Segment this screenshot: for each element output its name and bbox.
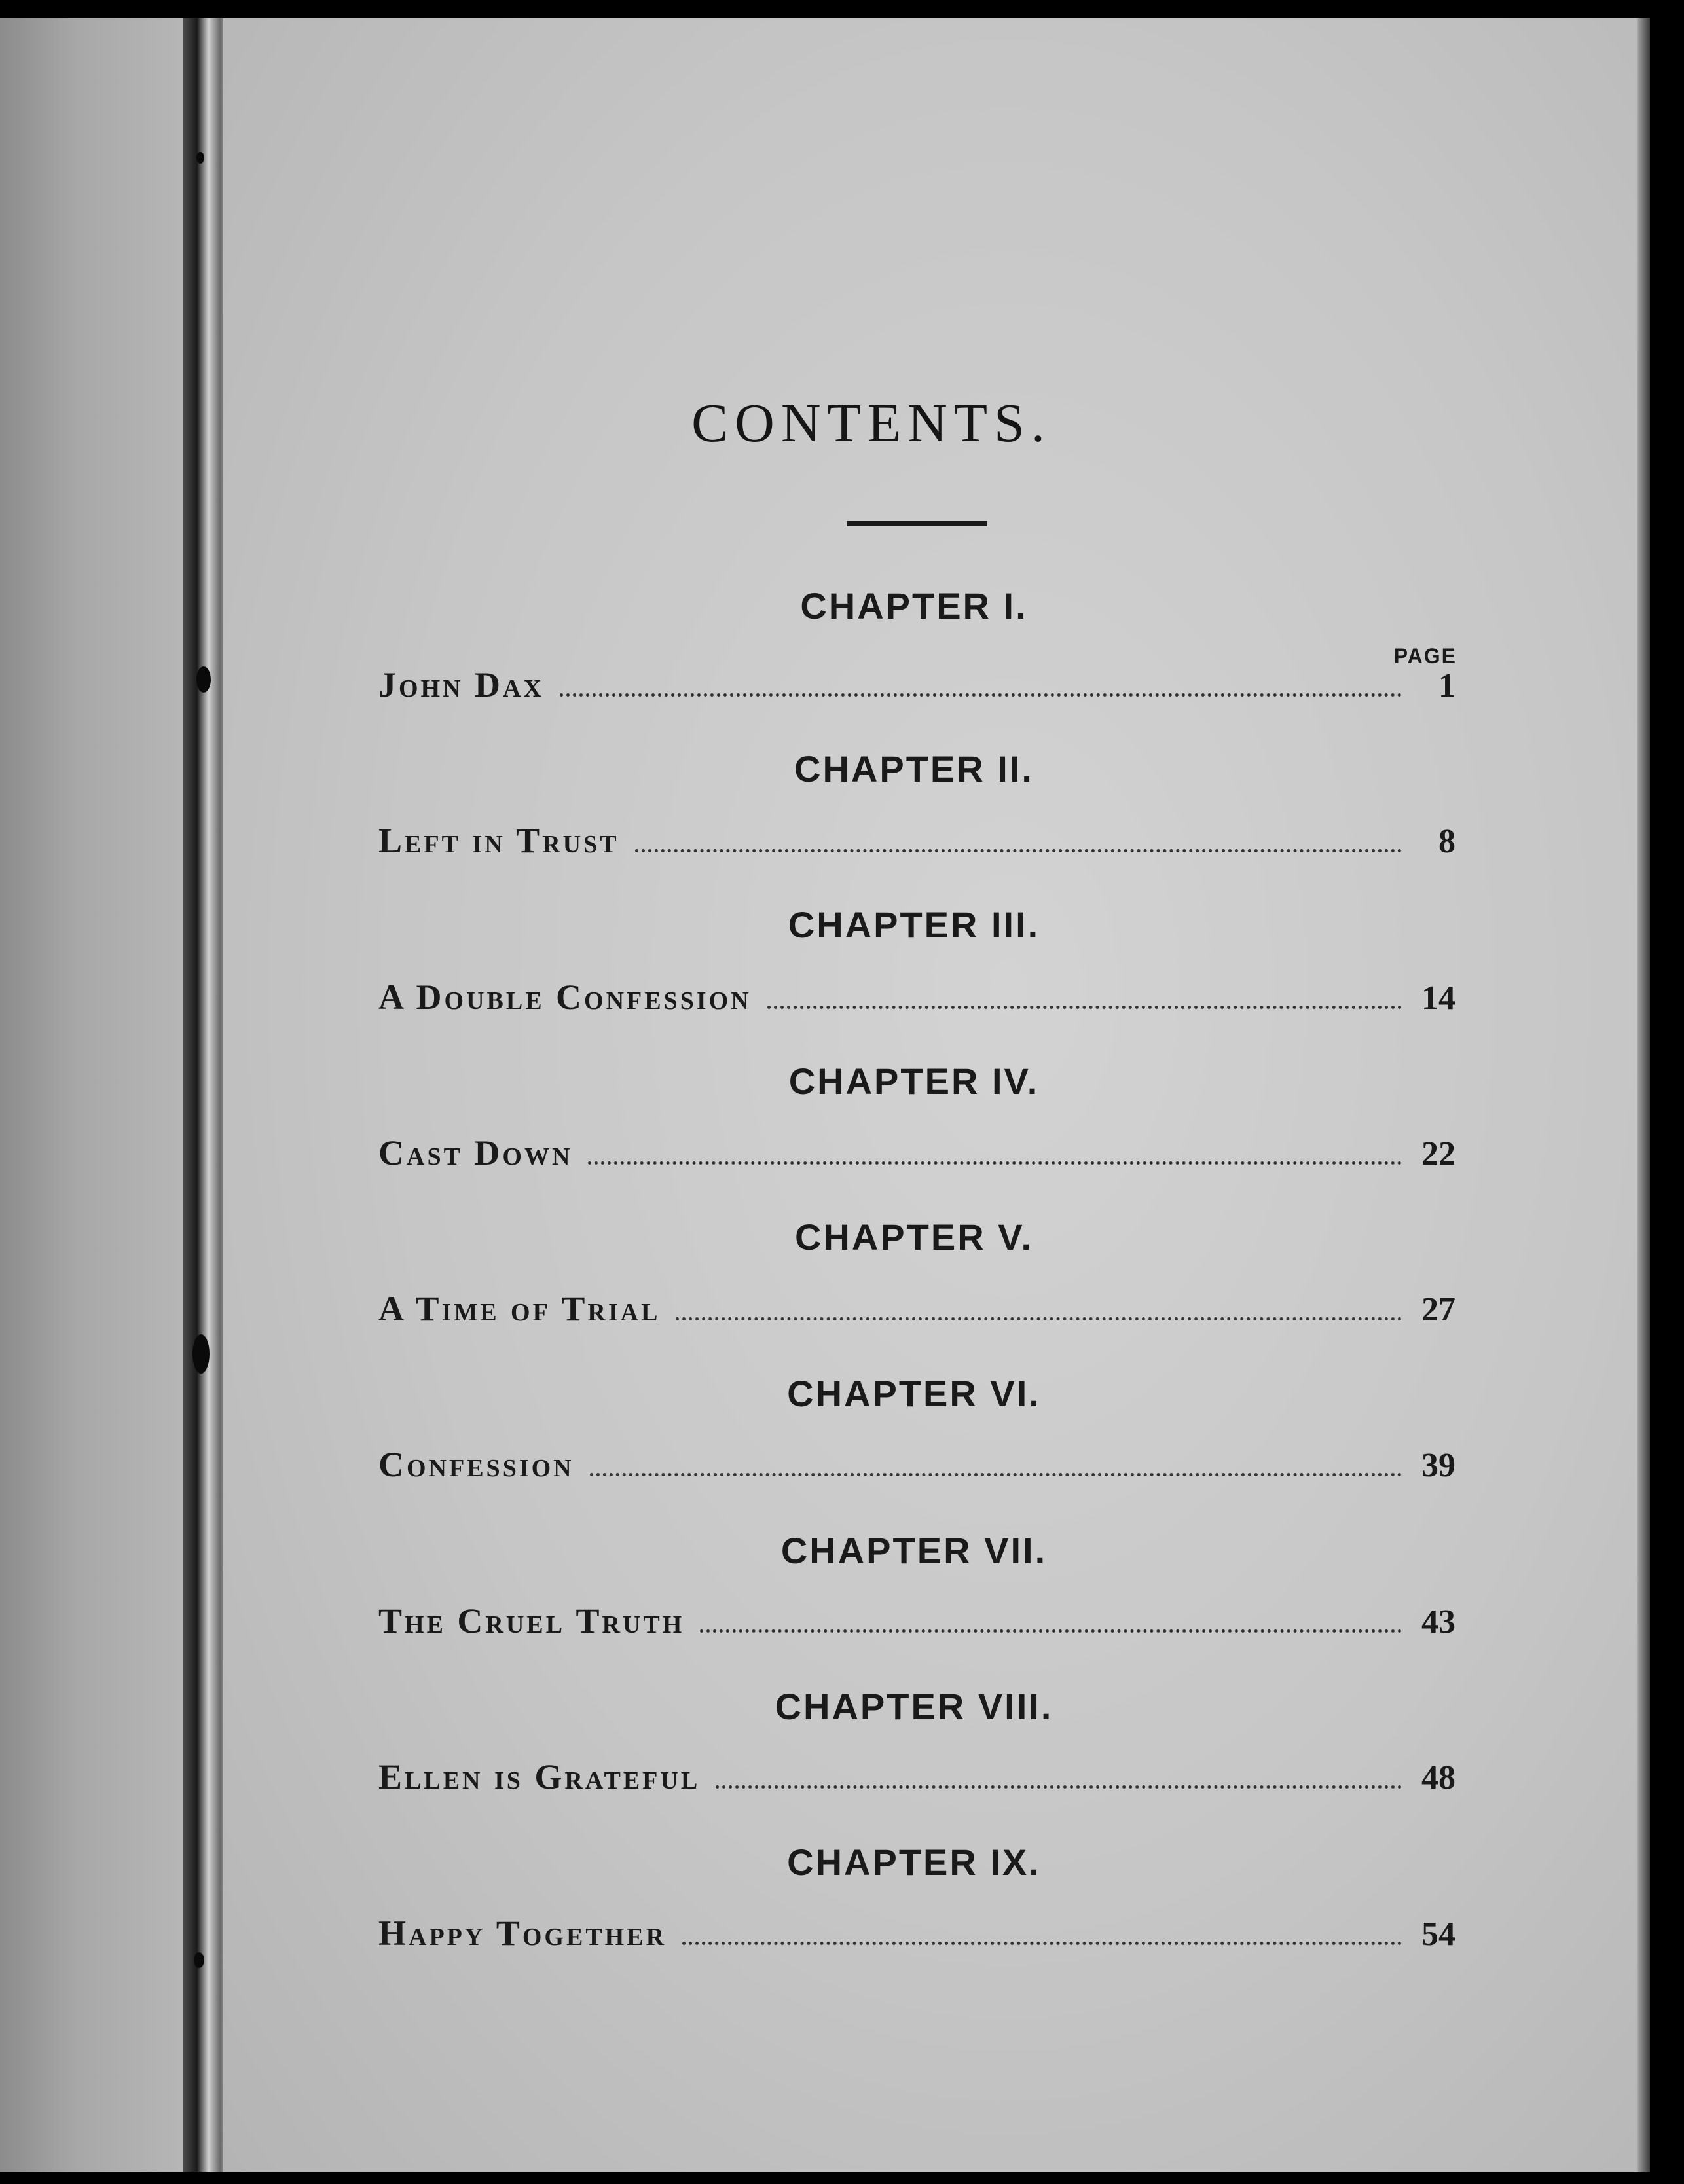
page-number: 39 (1421, 1447, 1455, 1484)
dot-leader (682, 1942, 1402, 1945)
chapter-heading: CHAPTER V. (794, 1216, 1033, 1258)
dot-leader (716, 1785, 1402, 1789)
binding-hole (192, 1334, 210, 1374)
page-number: 54 (1421, 1916, 1455, 1953)
page-number: 27 (1421, 1291, 1455, 1328)
chapter-title: Cast Down (378, 1133, 573, 1173)
chapter-heading: CHAPTER I. (800, 585, 1028, 627)
binding-hole (194, 1952, 204, 1968)
chapter-heading: CHAPTER II. (794, 748, 1034, 790)
chapter-title: Happy Together (378, 1914, 667, 1953)
chapter-heading: CHAPTER VII. (780, 1530, 1048, 1571)
page-column-label: PAGE (1393, 644, 1457, 668)
title-rule (847, 521, 987, 526)
toc-entry[interactable] (378, 1444, 1455, 1490)
chapter-heading: CHAPTER III. (788, 904, 1040, 945)
chapter-heading: CHAPTER IV. (788, 1061, 1040, 1102)
chapter-heading: CHAPTER VI. (787, 1373, 1041, 1414)
page-number: 48 (1421, 1759, 1455, 1796)
dot-leader (560, 693, 1402, 697)
toc-entry[interactable] (378, 977, 1455, 1023)
dot-leader (635, 849, 1402, 852)
page-number: 22 (1421, 1135, 1455, 1173)
chapter-title: Left in Trust (378, 821, 619, 860)
chapter-title: John Dax (378, 665, 544, 704)
page-number: 14 (1421, 979, 1455, 1017)
toc-entry[interactable] (378, 1756, 1455, 1802)
dot-leader (676, 1317, 1402, 1320)
toc-entry[interactable] (378, 1601, 1455, 1647)
toc-entry[interactable] (378, 820, 1455, 866)
binding-hole (196, 666, 211, 693)
chapter-title: A Double Confession (378, 977, 752, 1017)
chapter-title: Confession (378, 1445, 574, 1484)
toc-entry[interactable] (378, 1913, 1455, 1959)
chapter-title: A Time of Trial (378, 1289, 661, 1328)
chapter-heading: CHAPTER IX. (787, 1842, 1041, 1883)
page-number: 43 (1421, 1603, 1455, 1641)
chapter-heading: CHAPTER VIII. (775, 1686, 1053, 1727)
toc-entry[interactable] (378, 664, 1455, 710)
chapter-title: The Cruel Truth (378, 1601, 685, 1641)
binding-hole (196, 152, 204, 164)
dot-leader (700, 1629, 1402, 1633)
page-number: 1 (1438, 667, 1455, 704)
page-title: CONTENTS. (691, 393, 1052, 454)
dot-leader (767, 1006, 1402, 1009)
dot-leader (588, 1161, 1402, 1165)
page-number: 8 (1438, 823, 1455, 860)
toc-entry[interactable] (378, 1288, 1455, 1334)
chapter-title: Ellen is Grateful (378, 1757, 701, 1796)
toc-entry[interactable] (378, 1133, 1455, 1178)
dot-leader (590, 1473, 1402, 1476)
